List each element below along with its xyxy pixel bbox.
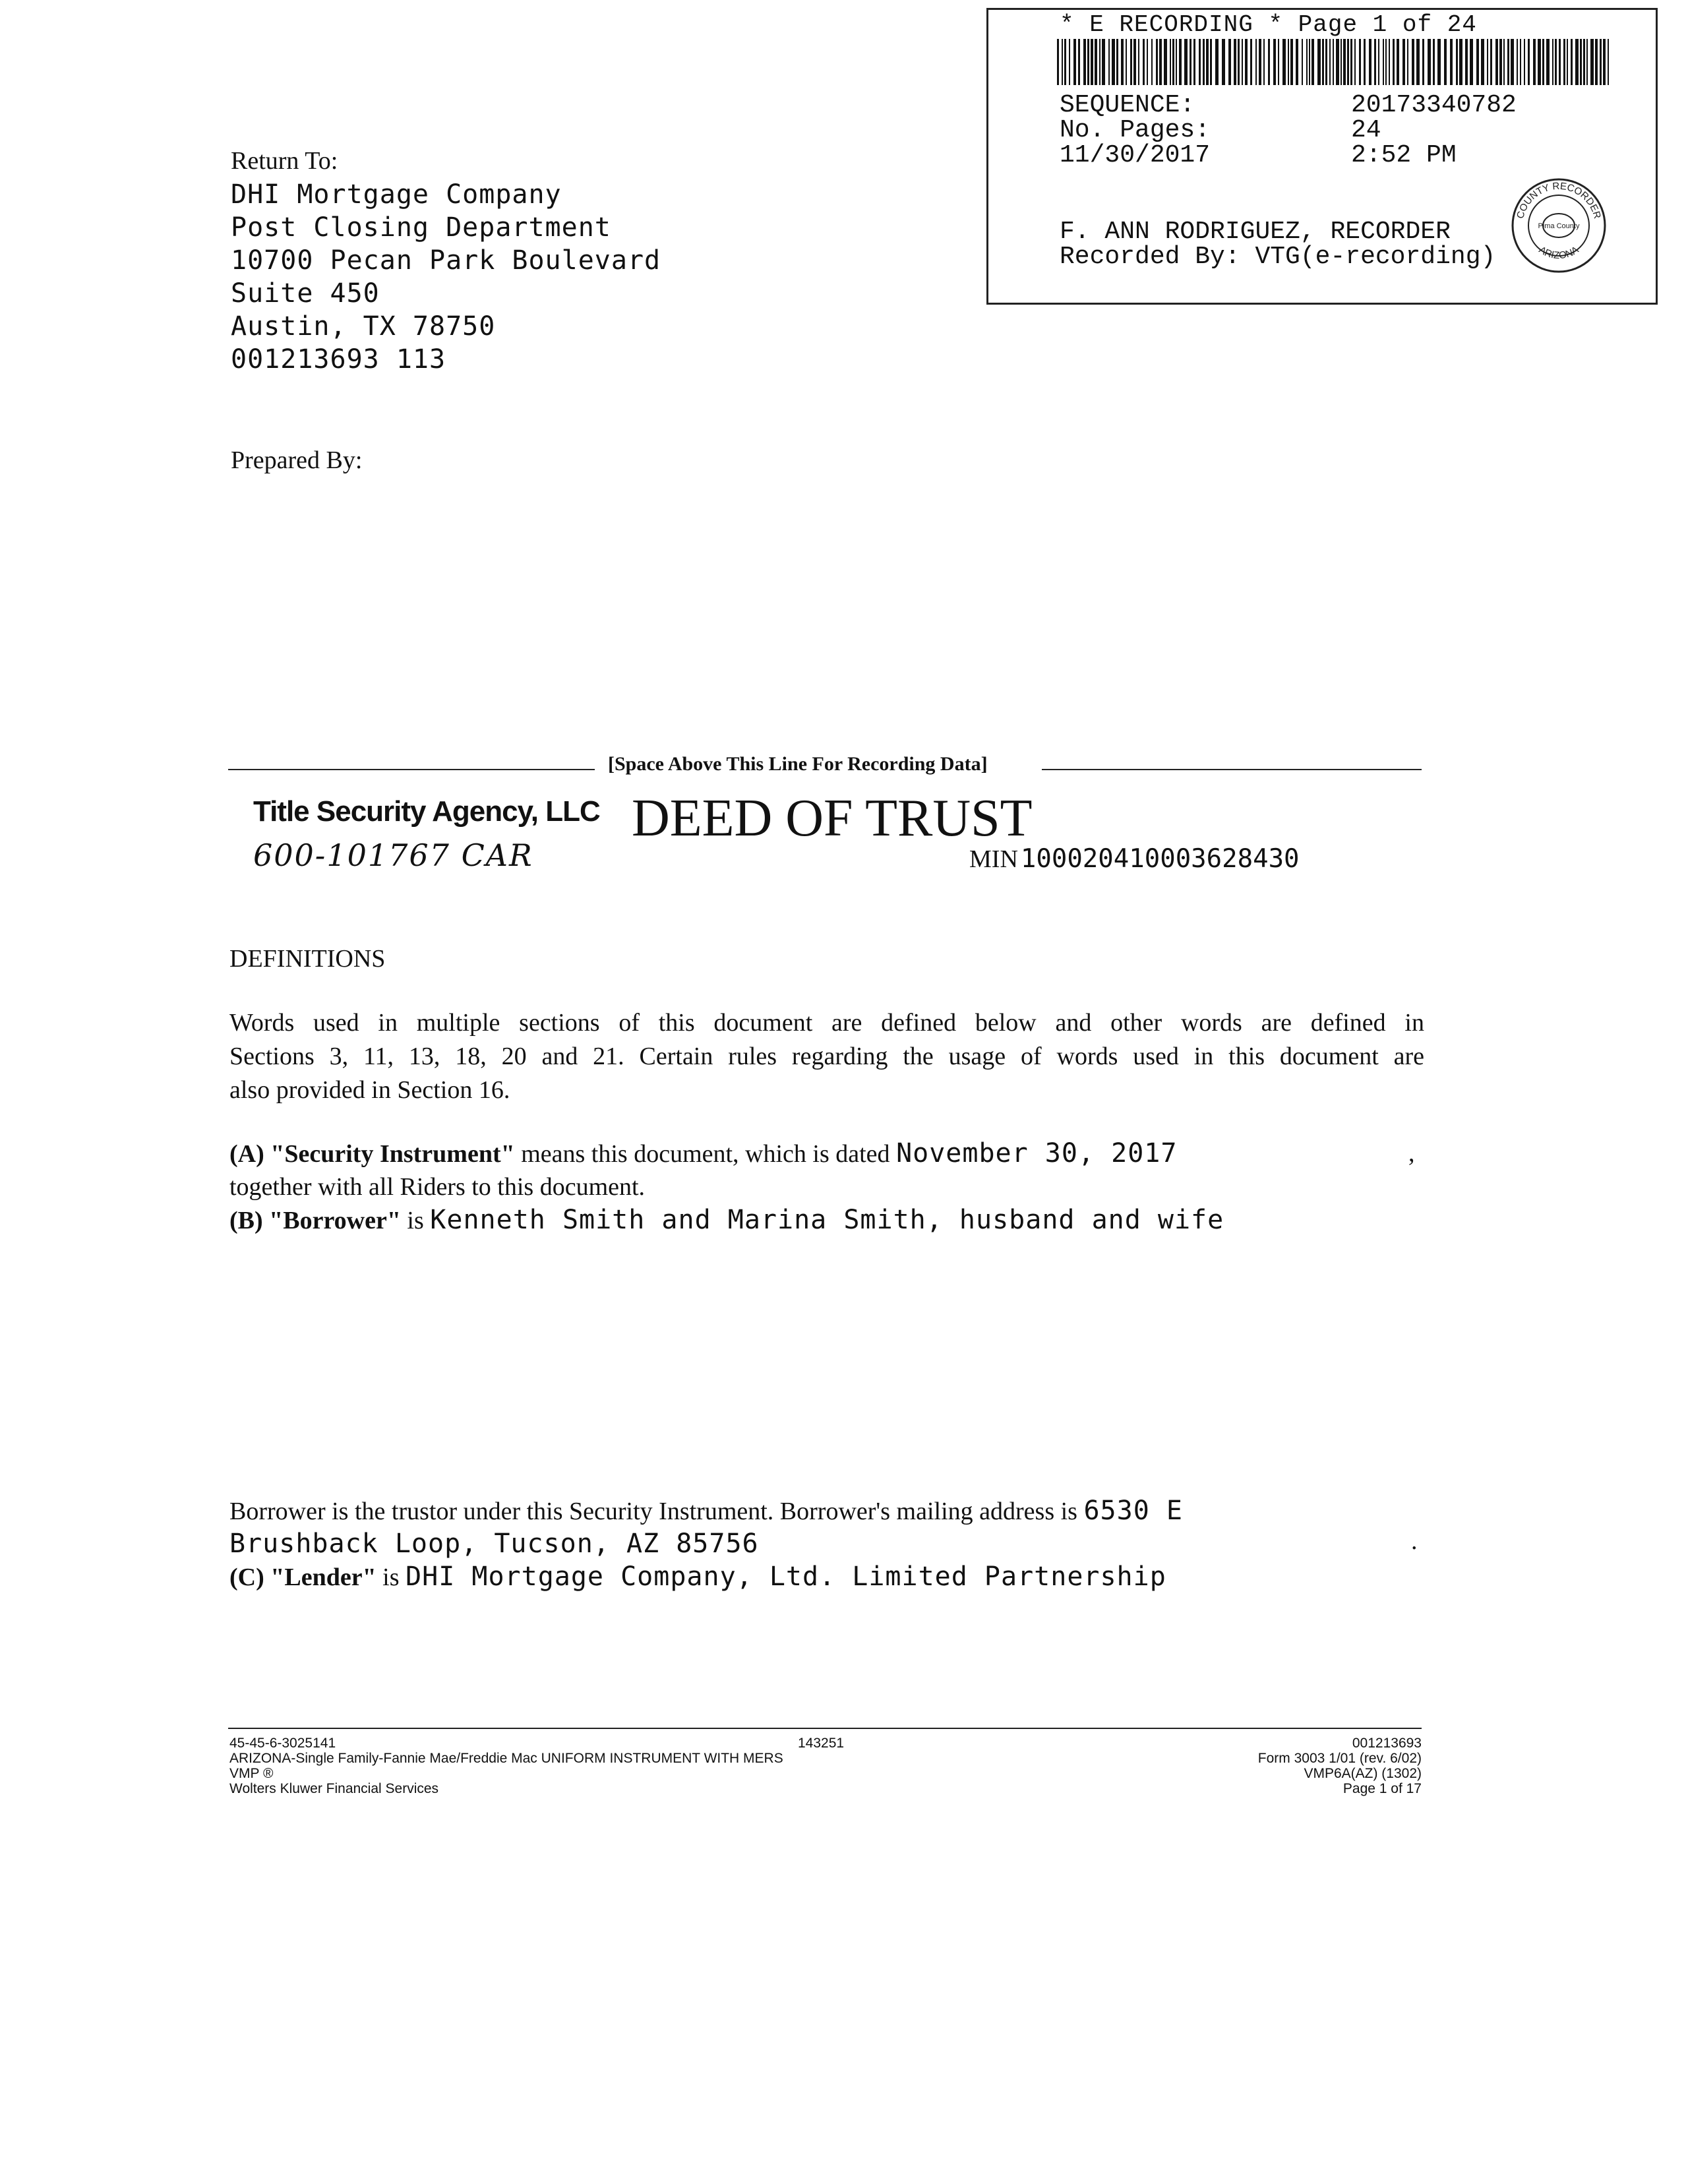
barcode-bar (1538, 39, 1541, 85)
barcode-bar (1542, 39, 1544, 85)
def-a-text: means this document, which is dated (521, 1140, 890, 1168)
barcode-bar (1184, 39, 1188, 85)
barcode-bar (1102, 39, 1105, 85)
barcode-bar (1397, 39, 1399, 85)
barcode-bar (1575, 39, 1579, 85)
barcode-bar (1444, 39, 1447, 85)
barcode-bar (1138, 39, 1139, 85)
barcode-bar (1278, 39, 1279, 85)
footer-right-line: Form 3003 1/01 (rev. 6/02) (1257, 1751, 1422, 1766)
barcode-bar (1116, 39, 1118, 85)
footer-right-line: VMP6A(AZ) (1302) (1304, 1766, 1422, 1781)
recording-stamp (986, 8, 1658, 305)
footer-center: 143251 (798, 1736, 845, 1751)
recorder-name: F. ANN RODRIGUEZ, RECORDER (1060, 218, 1451, 246)
barcode-bar (1524, 39, 1525, 85)
barcode-bar (1151, 39, 1153, 85)
def-a-letter: (A) (229, 1140, 264, 1168)
barcode-bar (1503, 39, 1505, 85)
barcode-bar (1234, 39, 1236, 85)
barcode-bar (1206, 39, 1209, 85)
barcode-bar (1433, 39, 1435, 85)
barcode-bar (1364, 39, 1366, 85)
min-label: MIN (969, 845, 1018, 873)
barcode-bar (1422, 39, 1424, 85)
barcode-bar (1273, 39, 1276, 85)
barcode-bar (1255, 39, 1257, 85)
barcode-bar (1487, 39, 1488, 85)
sequence-value: 20173340782 (1351, 91, 1517, 119)
barcode-bar (1383, 39, 1384, 85)
barcode-bar (1407, 39, 1408, 85)
barcode-bar (1437, 39, 1441, 85)
barcode-bar (1459, 39, 1462, 85)
barcode-bar (1170, 39, 1171, 85)
barcode-bar (1571, 39, 1573, 85)
barcode-bar (1490, 39, 1492, 85)
barcode-bar (1302, 39, 1303, 85)
barcode-bar (1309, 39, 1310, 85)
record-date: 11/30/2017 (1060, 141, 1211, 169)
recording-data-line: [Space Above This Line For Recording Data] (608, 753, 988, 775)
barcode-bar (1595, 39, 1598, 85)
barcode-bar (1306, 39, 1308, 85)
pages-label: No. Pages: (1060, 116, 1211, 144)
barcode-bar (1259, 39, 1261, 85)
def-b-letter: (B) (229, 1207, 263, 1234)
trustor-line (229, 1494, 1183, 1529)
definitions-heading: DEFINITIONS (229, 945, 386, 973)
return-to-line: 10700 Pecan Park Boulevard (231, 245, 661, 276)
barcode-bar (1354, 39, 1356, 85)
barcode-bar (1552, 39, 1553, 85)
barcode-bar (1520, 39, 1521, 85)
barcode-bar (1282, 39, 1286, 85)
barcode-bar (1476, 39, 1479, 85)
sequence-label: SEQUENCE: (1060, 91, 1195, 119)
barcode-bar (1336, 39, 1339, 85)
barcode-bar (1296, 39, 1298, 85)
barcode-bar (1091, 39, 1093, 85)
barcode-bar (1374, 39, 1376, 85)
footer-right-line: 001213693 (1352, 1736, 1422, 1751)
barcode-bar (1546, 39, 1550, 85)
def-b-value: Kenneth Smith and Marina Smith, husband and wife (430, 1205, 1224, 1235)
barcode-bar (1533, 39, 1536, 85)
barcode-bar (1130, 39, 1132, 85)
barcode-bar (1385, 39, 1387, 85)
barcode-bar (1499, 39, 1502, 85)
barcode-bar (1325, 39, 1327, 85)
return-to-line: 001213693 113 (231, 344, 446, 375)
document-title: DEED OF TRUST (632, 789, 1033, 847)
barcode-bar (1347, 39, 1349, 85)
barcode-bar (1210, 39, 1212, 85)
barcode-bar (1176, 39, 1177, 85)
seal-bottom-text: ARIZONA (1536, 244, 1581, 262)
barcode-bar (1190, 39, 1191, 85)
divider-left (228, 769, 595, 770)
footer-left (229, 1736, 783, 1796)
barcode-bar (1333, 39, 1334, 85)
def-c-term: "Lender" (270, 1563, 377, 1591)
barcode-bar (1603, 39, 1606, 85)
barcode-bar (1193, 39, 1195, 85)
prepared-by-label: Prepared By: (231, 446, 363, 474)
barcode-bar (1600, 39, 1602, 85)
intro-line: Sections 3, 11, 13, 18, 20 and 21. Certain rules regarding the usage of words used in this document are (229, 1043, 1424, 1070)
barcode-bar (1563, 39, 1565, 85)
barcode-bar (1412, 39, 1414, 85)
barcode-bar (1559, 39, 1561, 85)
def-b-term: "Borrower" (269, 1207, 401, 1234)
barcode-bar (1143, 39, 1145, 85)
seal-top-text: COUNTY RECORDER (1515, 180, 1603, 220)
mailing-address-1: 6530 E (1083, 1496, 1183, 1526)
barcode-image (1057, 39, 1611, 85)
min-value: 100020410003628430 (1020, 844, 1300, 874)
return-to-line: Austin, TX 78750 (231, 311, 496, 342)
county-seal-icon (1509, 176, 1608, 275)
footer-right-line: Page 1 of 17 (1342, 1781, 1422, 1796)
barcode-bar (1095, 39, 1097, 85)
barcode-bar (1064, 39, 1066, 85)
return-to-line: DHI Mortgage Company (231, 179, 562, 210)
barcode-bar (1450, 39, 1453, 85)
barcode-bar (1311, 39, 1314, 85)
barcode-bar (1322, 39, 1324, 85)
footer-left-line: Wolters Kluwer Financial Services (229, 1781, 439, 1796)
footer-left-line: 45-45-6-3025141 (229, 1736, 336, 1751)
barcode-bar (1583, 39, 1585, 85)
barcode-bar (1288, 39, 1289, 85)
barcode-bar (1481, 39, 1484, 85)
barcode-bar (1470, 39, 1473, 85)
def-a-date: November 30, 2017 (896, 1138, 1178, 1168)
definition-c (229, 1560, 1166, 1594)
barcode-bar (1179, 39, 1182, 85)
barcode-bar (1528, 39, 1530, 85)
barcode-bar (1428, 39, 1431, 85)
barcode-bar (1378, 39, 1379, 85)
def-b-text: is (407, 1207, 424, 1234)
barcode-bar (1567, 39, 1568, 85)
intro-line: Words used in multiple sections of this document are defined below and other words are defined in (229, 1009, 1424, 1037)
barcode-bar (1517, 39, 1518, 85)
trustor-text: Borrower is the trustor under this Security Instrument. Borrower's mailing address is (229, 1498, 1077, 1525)
barcode-bar (1393, 39, 1395, 85)
barcode-bar (1203, 39, 1205, 85)
title-agency-stamp: Title Security Agency, LLC (253, 795, 600, 828)
return-to-label: Return To: (231, 147, 338, 175)
def-c-value: DHI Mortgage Company, Ltd. Limited Partnership (406, 1562, 1166, 1592)
def-c-text: is (382, 1563, 400, 1591)
barcode-bar (1083, 39, 1086, 85)
return-to-line: Post Closing Department (231, 212, 611, 243)
barcode-bar (1263, 39, 1265, 85)
footer-left-line: VMP ® (229, 1766, 274, 1781)
barcode-bar (1222, 39, 1225, 85)
barcode-bar (1341, 39, 1342, 85)
pages-value: 24 (1351, 116, 1381, 144)
intro-paragraph (229, 1006, 1424, 1107)
recorded-by: Recorded By: VTG(e-recording) (1060, 243, 1496, 271)
barcode-bar (1199, 39, 1201, 85)
barcode-bar (1586, 39, 1588, 85)
footer-rule (228, 1728, 1422, 1729)
def-a-comma: , (1408, 1139, 1415, 1167)
return-to-address (231, 178, 661, 376)
barcode-bar (1350, 39, 1352, 85)
barcode-bar (1369, 39, 1372, 85)
def-a-term: "Security Instrument" (270, 1140, 515, 1168)
barcode-bar (1317, 39, 1321, 85)
barcode-bar (1112, 39, 1115, 85)
barcode-bar (1159, 39, 1162, 85)
barcode-bar (1555, 39, 1557, 85)
barcode-bar (1580, 39, 1582, 85)
barcode-bar (1511, 39, 1514, 85)
barcode-bar (1164, 39, 1167, 85)
barcode-bar (1078, 39, 1080, 85)
barcode-bar (1250, 39, 1252, 85)
footer-right (1258, 1736, 1422, 1796)
barcode-bar (1133, 39, 1136, 85)
barcode-bar (1126, 39, 1127, 85)
def-c-letter: (C) (229, 1563, 264, 1591)
barcode-bar (1172, 39, 1174, 85)
definition-a (229, 1137, 1177, 1171)
handwritten-reference: 600-101767 CAR (253, 837, 533, 873)
mailing-address-2: Brushback Loop, Tucson, AZ 85756 (229, 1529, 759, 1559)
def-a-line2: together with all Riders to this document. (229, 1173, 646, 1201)
seal-center-text: Pima County (1538, 222, 1580, 230)
barcode-bar (1062, 39, 1063, 85)
footer-left-line: ARIZONA-Single Family-Fannie Mae/Freddie Mac UNIFORM INSTRUMENT WITH MERS (229, 1751, 783, 1766)
barcode-bar (1268, 39, 1270, 85)
barcode-bar (1228, 39, 1231, 85)
barcode-bar (1087, 39, 1089, 85)
barcode-bar (1389, 39, 1390, 85)
barcode-bar (1343, 39, 1346, 85)
barcode-bar (1590, 39, 1594, 85)
barcode-bar (1359, 39, 1361, 85)
barcode-bar (1245, 39, 1248, 85)
barcode-bar (1456, 39, 1458, 85)
barcode-bar (1465, 39, 1468, 85)
barcode-bar (1057, 39, 1059, 85)
barcode-bar (1121, 39, 1124, 85)
barcode-bar (1416, 39, 1420, 85)
barcode-bar (1215, 39, 1219, 85)
barcode-bar (1402, 39, 1405, 85)
return-to-line: Suite 450 (231, 278, 380, 309)
barcode-bar (1495, 39, 1498, 85)
definition-b (229, 1203, 1224, 1238)
barcode-bar (1290, 39, 1293, 85)
barcode-bar (1073, 39, 1076, 85)
record-time: 2:52 PM (1351, 141, 1457, 169)
barcode-bar (1069, 39, 1070, 85)
divider-right (1042, 769, 1422, 770)
barcode-bar (1329, 39, 1331, 85)
barcode-bar (1238, 39, 1240, 85)
barcode-bar (1156, 39, 1158, 85)
barcode-bar (1507, 39, 1509, 85)
barcode-bar (1608, 39, 1609, 85)
barcode-bar (1242, 39, 1243, 85)
barcode-bar (1147, 39, 1148, 85)
barcode-bar (1108, 39, 1110, 85)
stamp-header: * E RECORDING * Page 1 of 24 (1060, 11, 1477, 38)
barcode-bar (1099, 39, 1100, 85)
min-number (969, 844, 1300, 874)
address-period: . (1411, 1527, 1418, 1555)
intro-line: also provided in Section 16. (229, 1076, 510, 1104)
